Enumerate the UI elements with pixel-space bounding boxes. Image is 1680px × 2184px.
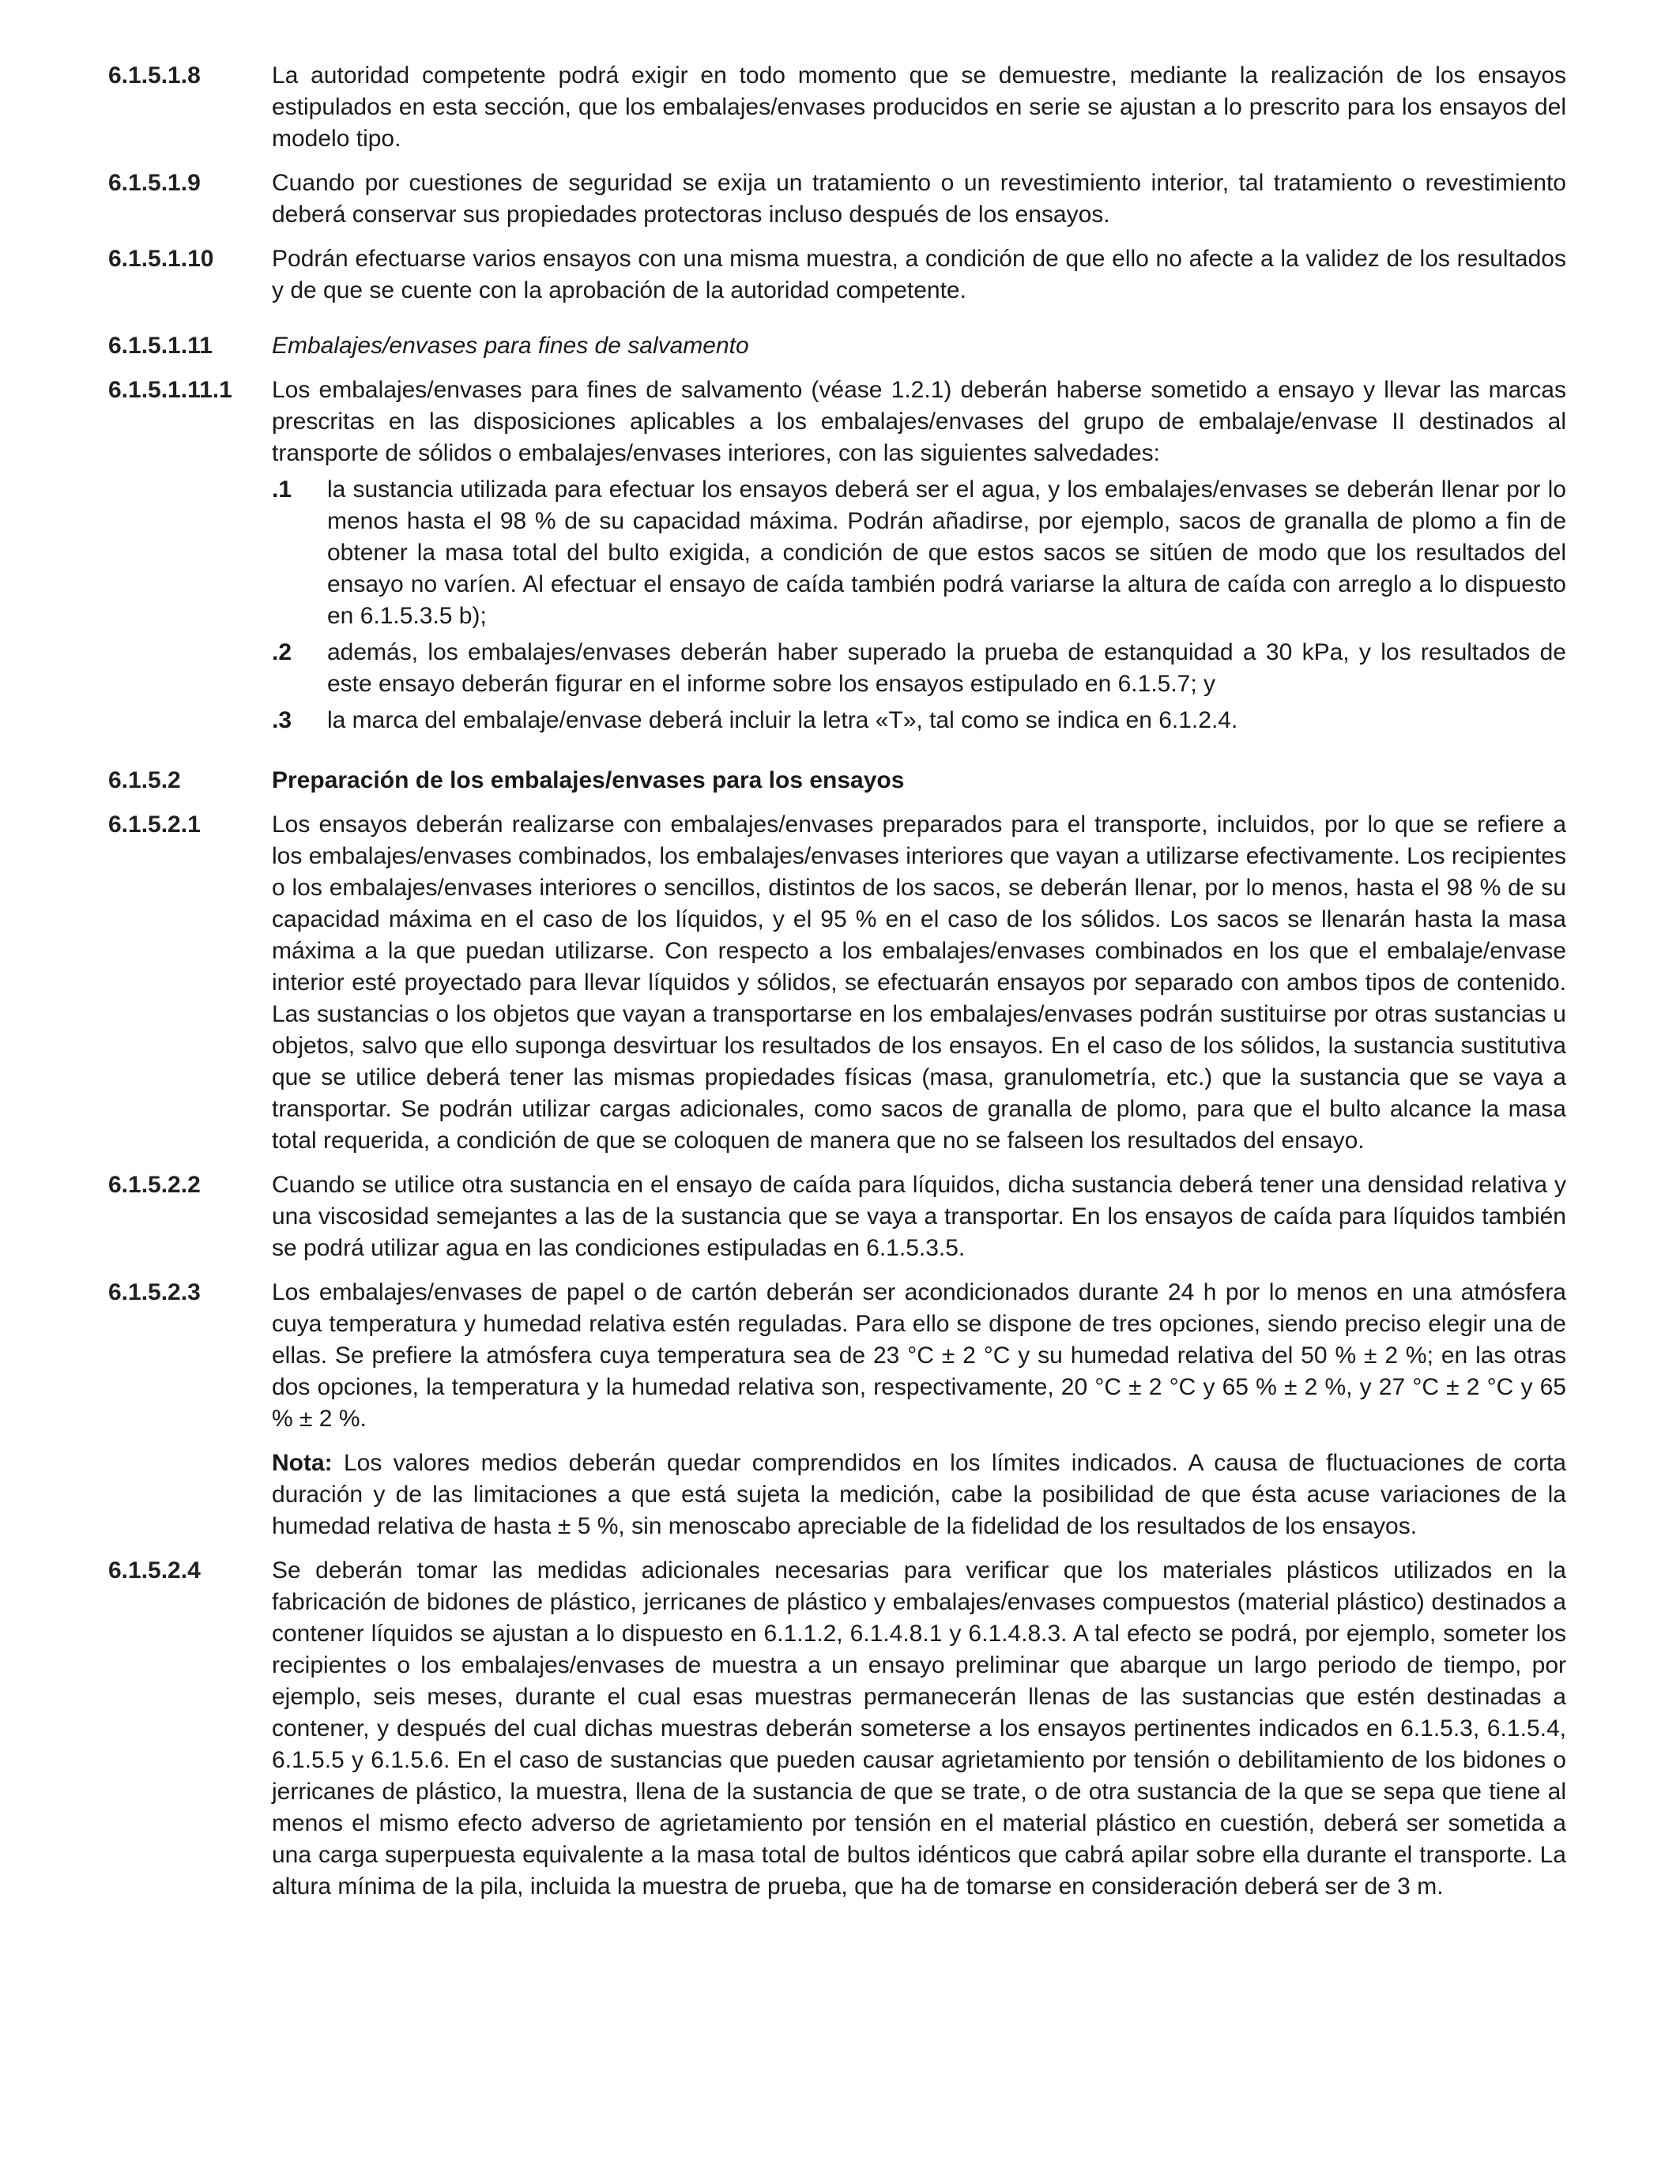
note-label: Nota: [272,1450,333,1476]
clause-number: 6.1.5.1.11 [108,333,213,359]
list-item-number: .1 [272,476,292,503]
note-text: Los valores medios deberán quedar comprendidos en los límites indicados. A causa de fluctuaciones de corta duración y de las limitaciones a que está sujeta la medición, cabe la posibilidad de que ésta acuse variaciones de la humedad relativa de hasta ± 5 %, sin menoscabo apreciable de la fidelidad de los resultados de los ensayos. [272,1450,1566,1539]
clause-text: Los embalajes/envases para fines de salvamento (véase 1.2.1) deberán haberse sometido a ensayo y llevar las marcas prescritas en las disposiciones aplicables a los embalajes/envases del grupo de embalaje/envase II destinados al transporte de sólidos o embalajes/envases interiores, con las siguientes salvedades: [272,377,1566,466]
clause-text: La autoridad competente podrá exigir en todo momento que se demuestre, mediante la realización de los ensayos estipulados en esta sección, que los embalajes/envases producidos en serie se ajustan a lo prescrito para los ensayos del modelo tipo. [272,62,1566,152]
clause-6-1-5-2-4 [108,1555,1566,1903]
clause-6-1-5-1-10 [108,243,1566,307]
clause-text: Cuando por cuestiones de seguridad se exija un tratamiento o un revestimiento interior, tal tratamiento o revestimiento deberá conservar sus propiedades protectoras incluso después de los ensayos. [272,170,1566,228]
clause-text: Los ensayos deberán realizarse con embalajes/envases preparados para el transporte, incluidos, por lo que se refiere a los embalajes/envases combinados, los embalajes/envases interiores que vayan a utilizarse efectivamente. Los recipientes o los embalajes/envases interiores o sencillos, distintos de los sacos, se deberán llenar, por lo menos, hasta el 98 % de su capacidad máxima en el caso de los líquidos, y el 95 % en el caso de los sólidos. Los sacos se llenarán hasta la masa máxima a la que puedan utilizarse. Con respecto a los embalajes/envases combinados en los que el embalaje/envase interior esté proyectado para llevar líquidos y sólidos, se efectuarán ensayos por separado con ambos tipos de contenido. Las sustancias o los objetos que vayan a transportarse en los embalajes/envases podrán sustituirse por otras sustancias u objetos, salvo que ello suponga desvirtuar los resultados de los ensayos. En el caso de los sólidos, la sustancia sustitutiva que se utilice deberá tener las mismas propiedades físicas (masa, granulometría, etc.) que la sustancia que se vaya a transportar. Se podrán utilizar cargas adicionales, como sacos de granalla de plomo, para que el bulto alcance la masa total requerida, a condición de que se coloquen de manera que no se falseen los resultados del ensayo. [272,811,1566,1154]
list-item-number: .2 [272,639,292,665]
clause-6-1-5-2-1 [108,809,1566,1157]
list-item [272,705,1566,736]
clause-number: 6.1.5.2.4 [108,1557,201,1583]
list-item [272,474,1566,632]
clause-number: 6.1.5.2.2 [108,1172,201,1198]
clause-6-1-5-2-3 [108,1277,1566,1542]
list-item-text: la marca del embalaje/envase deberá incluir la letra «T», tal como se indica en 6.1.2.4. [327,707,1238,733]
clause-6-1-5-1-8 [108,60,1566,155]
clause-text: Cuando se utilice otra sustancia en el ensayo de caída para líquidos, dicha sustancia deberá tener una densidad relativa y una viscosidad semejantes a las de la sustancia que se vaya a transportar. En los ensayos de caída para líquidos también se podrá utilizar agua en las condiciones estipuladas en 6.1.5.3.5. [272,1172,1566,1261]
list-item [272,637,1566,700]
clause-6-1-5-1-9 [108,168,1566,231]
list-item-text: además, los embalajes/envases deberán haber superado la prueba de estanquidad a 30 kPa, y los resultados de este ensayo deberán figurar en el informe sobre los ensayos estipulado en 6.1.5.7; y [327,639,1566,697]
clause-text: Los embalajes/envases de papel o de cartón deberán ser acondicionados durante 24 h por lo menos en una atmósfera cuya temperatura y humedad relativa estén reguladas. Para ello se dispone de tres opciones, siendo preciso elegir una de ellas. Se prefiere la atmósfera cuya temperatura sea de 23 °C ± 2 °C y su humedad relativa del 50 % ± 2 %; en las otras dos opciones, la temperatura y la humedad relativa son, respectivamente, 20 °C ± 2 °C y 65 % ± 2 %, y 27 °C ± 2 °C y 65 % ± 2 %. [272,1279,1566,1432]
clause-6-1-5-2-2 [108,1169,1566,1264]
clause-number: 6.1.5.2.3 [108,1279,201,1305]
clause-6-1-5-1-11-1 [108,375,1566,736]
clause-number: 6.1.5.2.1 [108,811,201,838]
note-paragraph [272,1448,1566,1542]
section-heading: Embalajes/envases para fines de salvamento [272,333,749,359]
list-item-text: la sustancia utilizada para efectuar los ensayos deberá ser el agua, y los embalajes/envases se deberán llenar por lo menos hasta el 98 % de su capacidad máxima. Podrán añadirse, por ejemplo, sacos de granalla de plomo a fin de obtener la masa total del bulto exigida, a condición de que estos sacos se sitúen de modo que los resultados del ensayo no varíen. Al efectuar el ensayo de caída también podrá variarse la altura de caída con arreglo a lo dispuesto en 6.1.5.3.5 b); [327,476,1566,629]
clause-number: 6.1.5.1.10 [108,246,214,272]
clause-number: 6.1.5.2 [108,767,181,793]
clause-number: 6.1.5.1.8 [108,62,201,88]
section-heading: Preparación de los embalajes/envases para los ensayos [272,767,905,793]
clause-number: 6.1.5.1.9 [108,170,201,196]
clause-text: Se deberán tomar las medidas adicionales necesarias para verificar que los materiales plásticos utilizados en la fabricación de bidones de plástico, jerricanes de plástico y embalajes/envases compuestos (material plástico) destinados a contener líquidos se ajustan a lo dispuesto en 6.1.1.2, 6.1.4.8.1 y 6.1.4.8.3. A tal efecto se podrá, por ejemplo, someter los recipientes o los embalajes/envases de muestra a un ensayo preliminar que abarque un largo periodo de tiempo, por ejemplo, seis meses, durante el cual esas muestras permanecerán llenas de las sustancias que estén destinadas a contener, y después del cual dichas muestras deberán someterse a los ensayos pertinentes indicados en 6.1.5.3, 6.1.5.4, 6.1.5.5 y 6.1.5.6. En el caso de sustancias que pueden causar agrietamiento por tensión o debilitamiento de los bidones o jerricanes de plástico, la muestra, llena de la sustancia de que se trate, o de otra sustancia de la que se sepa que tiene al menos el mismo efecto adverso de agrietamiento por tensión en el material plástico en cuestión, deberá ser sometida a una carga superpuesta equivalente a la masa total de bultos idénticos que cabrá apilar sobre ella durante el transporte. La altura mínima de la pila, incluida la muestra de prueba, que ha de tomarse en consideración deberá ser de 3 m. [272,1557,1566,1900]
list-item-number: .3 [272,707,292,733]
clause-6-1-5-2 [108,765,1566,796]
clause-6-1-5-1-11 [108,330,1566,362]
clause-number: 6.1.5.1.11.1 [108,377,232,403]
clause-text: Podrán efectuarse varios ensayos con una misma muestra, a condición de que ello no afecte a la validez de los resultados y de que se cuente con la aprobación de la autoridad competente. [272,246,1566,303]
